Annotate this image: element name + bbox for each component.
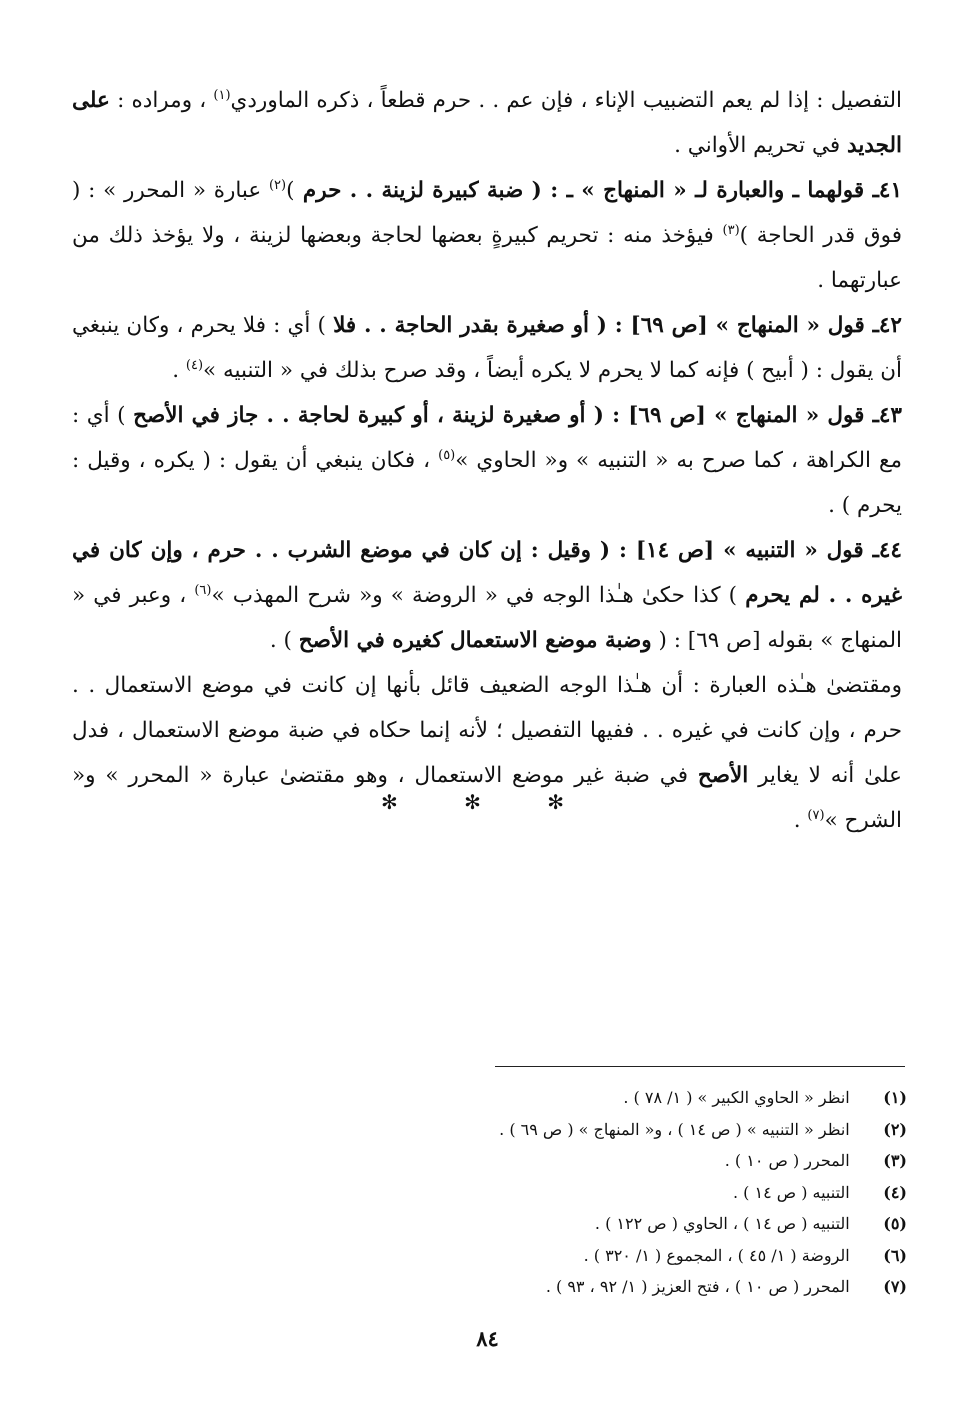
text-run: فيؤخذ منه : تحريم كبيرةٍ بعضها لحاجة وبعضها لزينة ، ولا يؤخذ ذلك من عبارتهما .: [72, 223, 902, 293]
footnote-text: الروضة ( ١/ ٤٥ ) ، المجموع ( ١/ ٣٢٠ ) .: [583, 1245, 850, 1265]
text-run: عبارة « المحرر » : ( فوق قدر الحاجة ): [72, 178, 902, 248]
footnote-number: (٤): [883, 1182, 907, 1202]
footnote-number: (٣): [883, 1151, 907, 1170]
text-run: في ضبة غير موضع الاستعمال ، وهو مقتضىٰ عبارة « المحرر » و« الشرح »: [72, 763, 902, 833]
bold-quote: على الجديد: [72, 88, 902, 158]
text-run: ، وعبر في « المنهاج » بقوله [ص ٦٩] : (: [72, 583, 902, 653]
bold-quote: وضبة موضع الاستعمال كغيره في الأصح: [298, 628, 652, 653]
text-run: ) أي : فلا يحرم ، وكان ينبغي أن يقول : ( أبيح ) فإنه كما لا يحرم لا يكره أيضاً ، وقد صرح بذلك في « التنبيه »: [72, 313, 902, 383]
bold-quote: الأصح: [697, 763, 749, 788]
footnotes: [300, 1082, 907, 1303]
text-run: .: [172, 358, 186, 383]
paragraph: [72, 393, 902, 528]
footnote-text: المحرر ( ص ١٠ ) ، فتح العزيز ( ١/ ٩٢ ، ٩٣ ) .: [545, 1277, 850, 1296]
footnote-ref: (٤): [185, 357, 204, 373]
footnote-text: التنبيه ( ص ١٤ ) .: [732, 1182, 850, 1202]
text-run: ) أي : مع الكراهة ، كما صرح به « التنبيه » و« الحاوي »: [72, 403, 902, 473]
section-separator: ✻ ✻ ✻: [381, 790, 594, 814]
footnote: [300, 1114, 907, 1146]
footnote-text: انظر « التنبيه » ( ص ١٤ ) ، و« المنهاج » ( ص ٦٩ ) .: [499, 1119, 850, 1139]
text-run: ) .: [269, 628, 299, 653]
footnote-ref: (١): [213, 87, 231, 103]
paragraph: [72, 303, 902, 393]
footnote-ref: (٥): [438, 447, 456, 463]
footnote-number: (٦): [883, 1245, 907, 1265]
footnote-ref: (٦): [194, 582, 212, 598]
footnote-text: المحرر ( ص ١٠ ) .: [724, 1151, 850, 1170]
footnote-number: (٥): [883, 1214, 907, 1233]
text-run: ، ومراده :: [109, 88, 214, 113]
text-run: ) كذا حكىٰ هـٰذا الوجه في « الروضة » و« شرح المهذب »: [211, 583, 746, 608]
bold-quote: أو صغيرة بقدر الحاجة . . فلا: [333, 313, 589, 338]
footnote-ref: (٧): [807, 807, 825, 823]
text-run: في تحريم الأواني .: [674, 133, 848, 158]
bold-quote: أو صغيرة لزينة ، أو كبيرة لحاجة . . جاز في الأصح: [133, 403, 586, 428]
paragraph: [72, 78, 902, 168]
paragraph: [72, 528, 902, 663]
footnote: [300, 1208, 907, 1240]
text-run: .: [793, 808, 808, 833]
paragraph: [72, 168, 902, 303]
footnote: [300, 1145, 907, 1177]
footnote-number: (٢): [883, 1119, 907, 1139]
bold-quote: ضبة كبيرة لزينة . . حرم: [294, 178, 524, 203]
text-run: ، فكان ينبغي أن يقول : ( يكره ، وقيل : يحرم ) .: [72, 448, 902, 518]
page-number: ٨٤: [476, 1326, 499, 1351]
footnote-number: (١): [883, 1088, 907, 1107]
footnote-rule: [495, 1066, 905, 1067]
bold-quote: ٤٣ـ قول « المنهاج » [ص ٦٩] : (: [585, 403, 902, 428]
footnote-text: انظر « الحاوي الكبير » ( ١/ ٧٨ ) .: [623, 1088, 850, 1107]
footnote-ref: (٢): [268, 177, 287, 193]
main-text: [72, 78, 902, 843]
bold-quote: ٤٤ـ قول « التنبيه » [ص ١٤] : (: [591, 538, 902, 563]
footnote-text: التنبيه ( ص ١٤ ) ، الحاوي ( ص ١٢٢ ) .: [594, 1214, 850, 1233]
paragraph: [72, 663, 902, 843]
text-run: التفصيل : إذا لم يعم التضبيب الإناء ، فإن عم . . حرم قطعاً ، ذكره الماوردي: [230, 88, 902, 113]
footnote: [300, 1271, 907, 1303]
bold-quote: ٤١ـ قولهما ـ والعبارة لـ « المنهاج » ـ : (: [523, 178, 902, 203]
footnote: [300, 1082, 907, 1114]
footnote: [300, 1240, 907, 1272]
footnote: [300, 1177, 907, 1209]
text-run: ومقتضىٰ هـٰذه العبارة : أن هـٰذا الوجه الضعيف قائل بأنها إن كانت في موضع الاستعمال . . حرم ، وإن كانت في غيره . . ففيها التفصيل ؛ لأنه إنما حكاه في ضبة موضع الاستعمال ، فدل علىٰ أنه لا يغاير: [72, 673, 902, 788]
text-run: ): [286, 178, 295, 203]
bold-quote: ٤٢ـ قول « المنهاج » [ص ٦٩] : (: [588, 313, 902, 338]
bold-quote: وقيل : إن كان في موضع الشرب . . حرم ، وإن كان في غيره . . لم يحرم: [72, 538, 902, 608]
footnote-ref: (٣): [722, 222, 740, 238]
footnote-number: (٧): [883, 1277, 907, 1296]
